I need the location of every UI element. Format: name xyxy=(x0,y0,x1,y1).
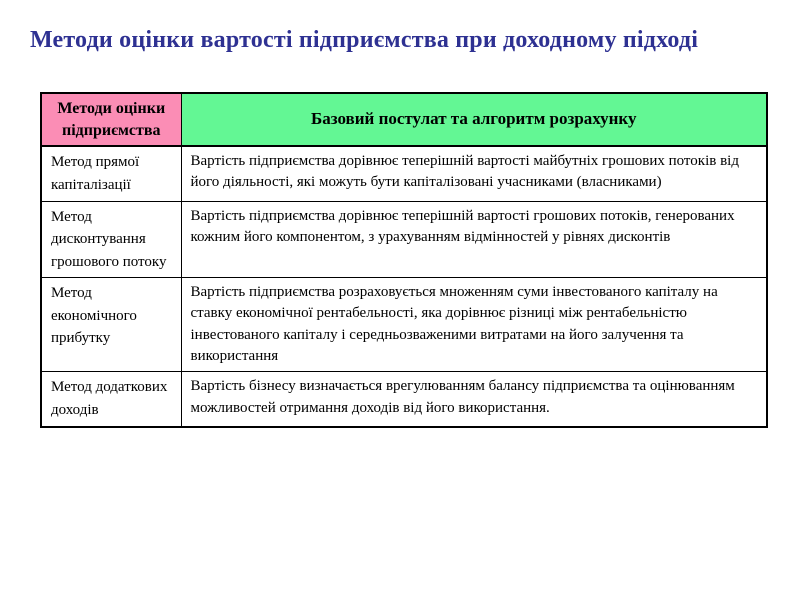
method-name-cell: Метод економічного прибутку xyxy=(41,278,181,372)
valuation-methods-table xyxy=(40,92,768,428)
method-description-cell: Вартість підприємства дорівнює теперішній вартості майбутніх грошових потоків від його діяльності, які можуть бути капіталізовані учасниками (власниками) xyxy=(181,146,767,201)
table-row xyxy=(41,278,767,372)
method-name-cell: Метод додаткових доходів xyxy=(41,372,181,427)
column-header-postulate: Базовий постулат та алгоритм розрахунку xyxy=(181,93,767,146)
column-header-methods: Методи оцінки підприємства xyxy=(41,93,181,146)
method-description-cell: Вартість підприємства дорівнює теперішній вартості грошових потоків, генерованих кожним його компонентом, з урахуванням відмінностей у рівнях дисконтів xyxy=(181,201,767,278)
method-name-cell: Метод дисконтування грошового потоку xyxy=(41,201,181,278)
table-row xyxy=(41,372,767,427)
table-row xyxy=(41,201,767,278)
table-row xyxy=(41,146,767,201)
method-name-cell: Метод прямої капіталізації xyxy=(41,146,181,201)
method-description-cell: Вартість підприємства розраховується множенням суми інвестованого капіталу на ставку економічної рентабельності, яка дорівнює різниці між рентабельністю інвестованого капіталу і середньозваженими витратами на його залучення та використання xyxy=(181,278,767,372)
slide-title: Методи оцінки вартості підприємства при доходному підході xyxy=(30,27,699,53)
table-header-row xyxy=(41,93,767,146)
method-description-cell: Вартість бізнесу визначається врегулюванням балансу підприємства та оцінюванням можливостей отримання доходів від його використання. xyxy=(181,372,767,427)
